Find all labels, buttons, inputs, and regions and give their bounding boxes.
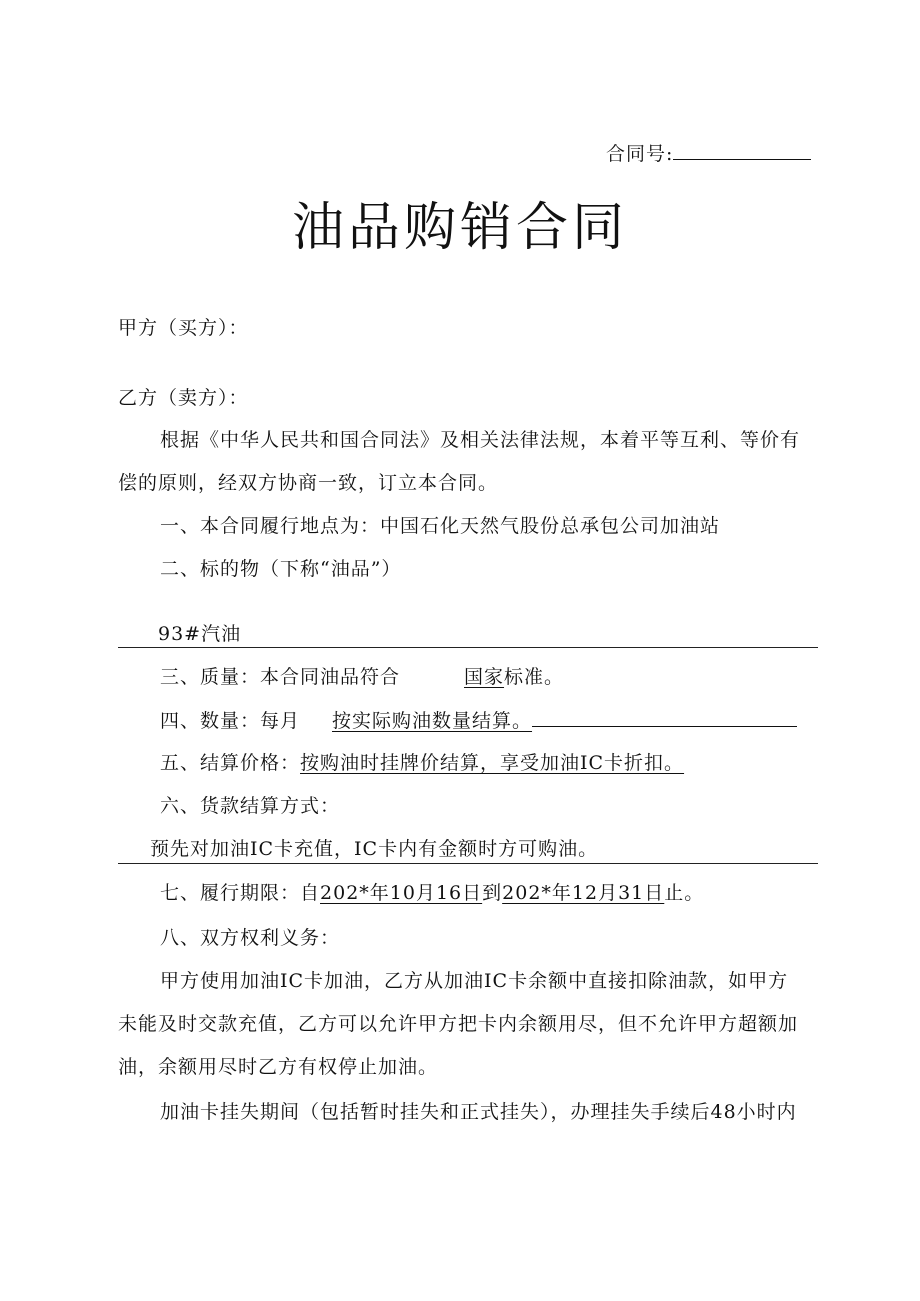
clause-4-quantity xyxy=(160,708,797,733)
clause-3-prefix: 三、质量：本合同油品符合 xyxy=(160,666,401,688)
clause-4-prefix: 四、数量：每月 xyxy=(160,710,301,732)
clause-1-location: 一、本合同履行地点为：中国石化天然气股份总承包公司加油站 xyxy=(160,515,721,537)
clause-8-para1-line2: 未能及时交款充值，乙方可以允许甲方把卡内余额用尽，但不允许甲方超额加 xyxy=(118,1013,799,1035)
product-name: 93#汽油 xyxy=(158,623,242,645)
clause-5-prefix: 五、结算价格： xyxy=(160,752,301,774)
clause-3-quality xyxy=(160,665,564,689)
clause-7-start-date: 202*年10月16日 xyxy=(320,882,483,904)
clause-3-suffix: 标准。 xyxy=(504,666,565,688)
clause-6-payment: 六、货款结算方式： xyxy=(160,795,341,817)
clause-7-term xyxy=(160,881,704,905)
clause-5-price xyxy=(160,751,684,775)
clause-7-prefix: 七、履行期限：自 xyxy=(160,882,321,904)
clause-2-subject: 二、标的物（下称“油品”） xyxy=(160,558,402,580)
clause-5-value: 按购油时挂牌价结算，享受加油IC卡折扣。 xyxy=(300,752,685,774)
page-title: 油品购销合同 xyxy=(291,198,628,258)
clause-4-value: 按实际购油数量结算。 xyxy=(332,710,533,732)
contract-number-field xyxy=(606,141,811,166)
clause-3-standard: 国家 xyxy=(464,666,505,688)
party-a-label: 甲方（买方）： xyxy=(118,317,249,339)
contract-number-blank xyxy=(673,141,811,160)
payment-divider xyxy=(118,863,818,864)
party-b-label: 乙方（卖方）： xyxy=(118,387,249,409)
clause-6-detail: 预先对加油IC卡充值，IC卡内有金额时方可购油。 xyxy=(150,838,599,860)
clause-8-para2-line1: 加油卡挂失期间（包括暂时挂失和正式挂失），办理挂失手续后48小时内 xyxy=(160,1101,797,1123)
preamble-line-2: 偿的原则，经双方协商一致，订立本合同。 xyxy=(118,472,499,494)
preamble-line-1: 根据《中华人民共和国合同法》及相关法律法规，本着平等互利、等价有 xyxy=(160,429,801,451)
clause-7-end-date: 202*年12月31日 xyxy=(502,882,665,904)
contract-number-label: 合同号: xyxy=(606,143,674,165)
clause-7-mid: 到 xyxy=(482,882,503,904)
clause-7-suffix: 止。 xyxy=(664,882,705,904)
clause-8-para1-line3: 油，余额用尽时乙方有权停止加油。 xyxy=(118,1056,439,1078)
product-divider xyxy=(118,647,818,648)
clause-8-rights: 八、双方权利义务： xyxy=(160,927,341,949)
clause-4-blank xyxy=(532,708,797,727)
clause-8-para1-line1: 甲方使用加油IC卡加油，乙方从加油IC卡余额中直接扣除油款，如甲方 xyxy=(160,970,789,992)
